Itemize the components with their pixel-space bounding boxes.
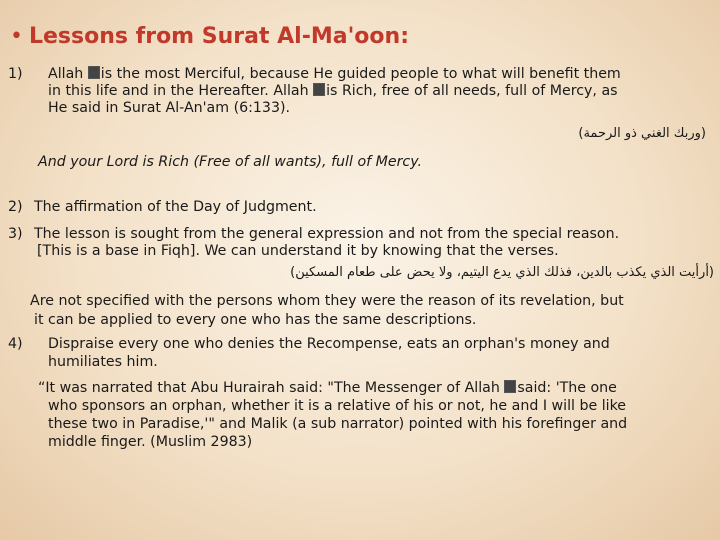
- item-4-line-5: these two in Paradise,'" and Malik (a sub narrator) pointed with his forefinger and: [48, 416, 628, 432]
- unknown-glyph-icon: [313, 83, 325, 96]
- item-4-line-3: [38, 380, 617, 397]
- item-4-number: 4): [8, 336, 23, 352]
- item-1-translation: And your Lord is Rich (Free of all wants), full of Mercy.: [38, 154, 423, 170]
- item-1-line-2: [48, 83, 618, 100]
- title-bullet: •: [10, 24, 23, 49]
- item-1-line-1b: is the most Merciful, because He guided people to what will benefit them: [100, 66, 621, 82]
- item-3-line-1: The lesson is sought from the general expression and not from the special reason.: [34, 226, 620, 242]
- item-3-line-3: Are not specified with the persons whom they were the reason of its revelation, but: [30, 293, 624, 309]
- item-2-number: 2): [8, 199, 23, 215]
- slide-title: [10, 24, 409, 49]
- item-3-arabic-verse: (أرأيت الذي يكذب بالدين، فذلك الذي يدع اليتيم، ولا يحض على طعام المسكين): [290, 265, 714, 280]
- item-3-line-4: it can be applied to every one who has the same descriptions.: [34, 312, 477, 328]
- unknown-glyph-icon: [504, 380, 516, 393]
- item-1-line-1a: Allah: [48, 66, 88, 82]
- item-2-text: The affirmation of the Day of Judgment.: [34, 199, 317, 215]
- item-1-line-2a: in this life and in the Hereafter. Allah: [48, 83, 314, 99]
- title-text: Lessons from Surat Al-Ma'oon:: [28, 24, 409, 49]
- item-4-line-4: who sponsors an orphan, whether it is a relative of his or not, he and I will be like: [48, 398, 627, 414]
- item-1-arabic-verse: (وربك الغني ذو الرحمة): [578, 126, 706, 141]
- item-3-number: 3): [8, 226, 23, 242]
- item-4-line-3a: “It was narrated that Abu Hurairah said: "The Messenger of Allah: [38, 380, 505, 396]
- item-4-line-3b: said: 'The one: [517, 380, 617, 396]
- item-4-line-2: humiliates him.: [48, 354, 158, 370]
- item-4-line-1: Dispraise every one who denies the Recompense, eats an orphan's money and: [48, 336, 610, 352]
- item-1-line-3: He said in Surat Al-An'am (6:133).: [48, 100, 291, 116]
- unknown-glyph-icon: [88, 66, 100, 79]
- item-1-line-2b: is Rich, free of all needs, full of Mercy, as: [326, 83, 618, 99]
- item-3-line-2: [This is a base in Fiqh]. We can understand it by knowing that the verses.: [37, 243, 559, 259]
- item-4-line-6: middle finger. (Muslim 2983): [48, 434, 253, 450]
- item-1-line-1: [48, 66, 621, 83]
- item-1-number: 1): [8, 66, 23, 82]
